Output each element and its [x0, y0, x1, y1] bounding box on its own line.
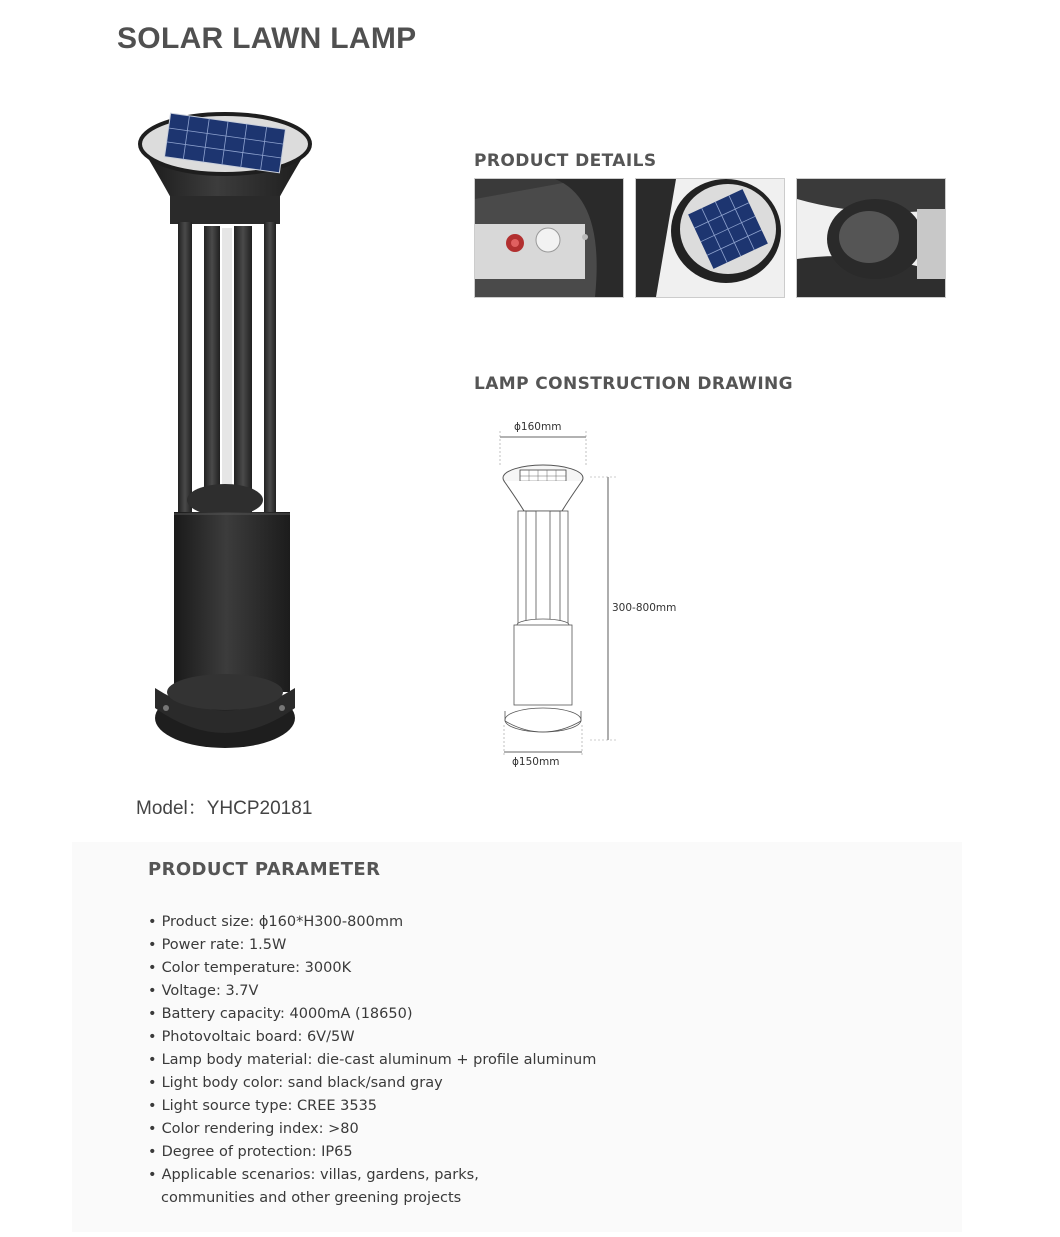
param-product-size: • Product size: ϕ160*H300-800mm [148, 911, 596, 934]
detail-image-solar-panel [635, 178, 785, 298]
model-number [136, 793, 312, 820]
param-color-temperature: • Color temperature: 3000K [148, 957, 596, 980]
param-battery-capacity: • Battery capacity: 4000mA (18650) [148, 1003, 596, 1026]
product-photo-lamp [130, 108, 320, 758]
top-diameter-label: ϕ160mm [514, 421, 562, 433]
base-diameter-label: ϕ150mm [512, 756, 560, 768]
param-light-source: • Light source type: CREE 3535 [148, 1095, 596, 1118]
construction-drawing [490, 415, 690, 775]
height-label: 300-800mm [612, 602, 677, 614]
model-code: CP20181 [233, 798, 313, 819]
param-scenarios-continued: communities and other greening projects [161, 1190, 462, 1206]
param-voltage: • Voltage: 3.7V [148, 980, 596, 1003]
param-body-material: • Lamp body material: die-cast aluminum + profile aluminum [148, 1049, 596, 1072]
construction-drawing-heading: LAMP CONSTRUCTION DRAWING [474, 374, 794, 394]
param-color-rendering: • Color rendering index: >80 [148, 1118, 596, 1141]
product-details-heading: PRODUCT DETAILS [474, 151, 657, 171]
param-scenarios: • Applicable scenarios: villas, gardens, parks, [148, 1164, 596, 1187]
detail-image-base-joint [796, 178, 946, 298]
param-photovoltaic-board: • Photovoltaic board: 6V/5W [148, 1026, 596, 1049]
detail-image-sensor [474, 178, 624, 298]
param-protection: • Degree of protection: IP65 [148, 1141, 596, 1164]
param-power-rate: • Power rate: 1.5W [148, 934, 596, 957]
page-title: SOLAR LAWN LAMP [117, 22, 417, 55]
param-body-color: • Light body color: sand black/sand gray [148, 1072, 596, 1095]
product-parameter-heading: PRODUCT PARAMETER [148, 859, 381, 880]
parameter-list [148, 911, 596, 1210]
model-label: Model：YH [136, 798, 234, 819]
